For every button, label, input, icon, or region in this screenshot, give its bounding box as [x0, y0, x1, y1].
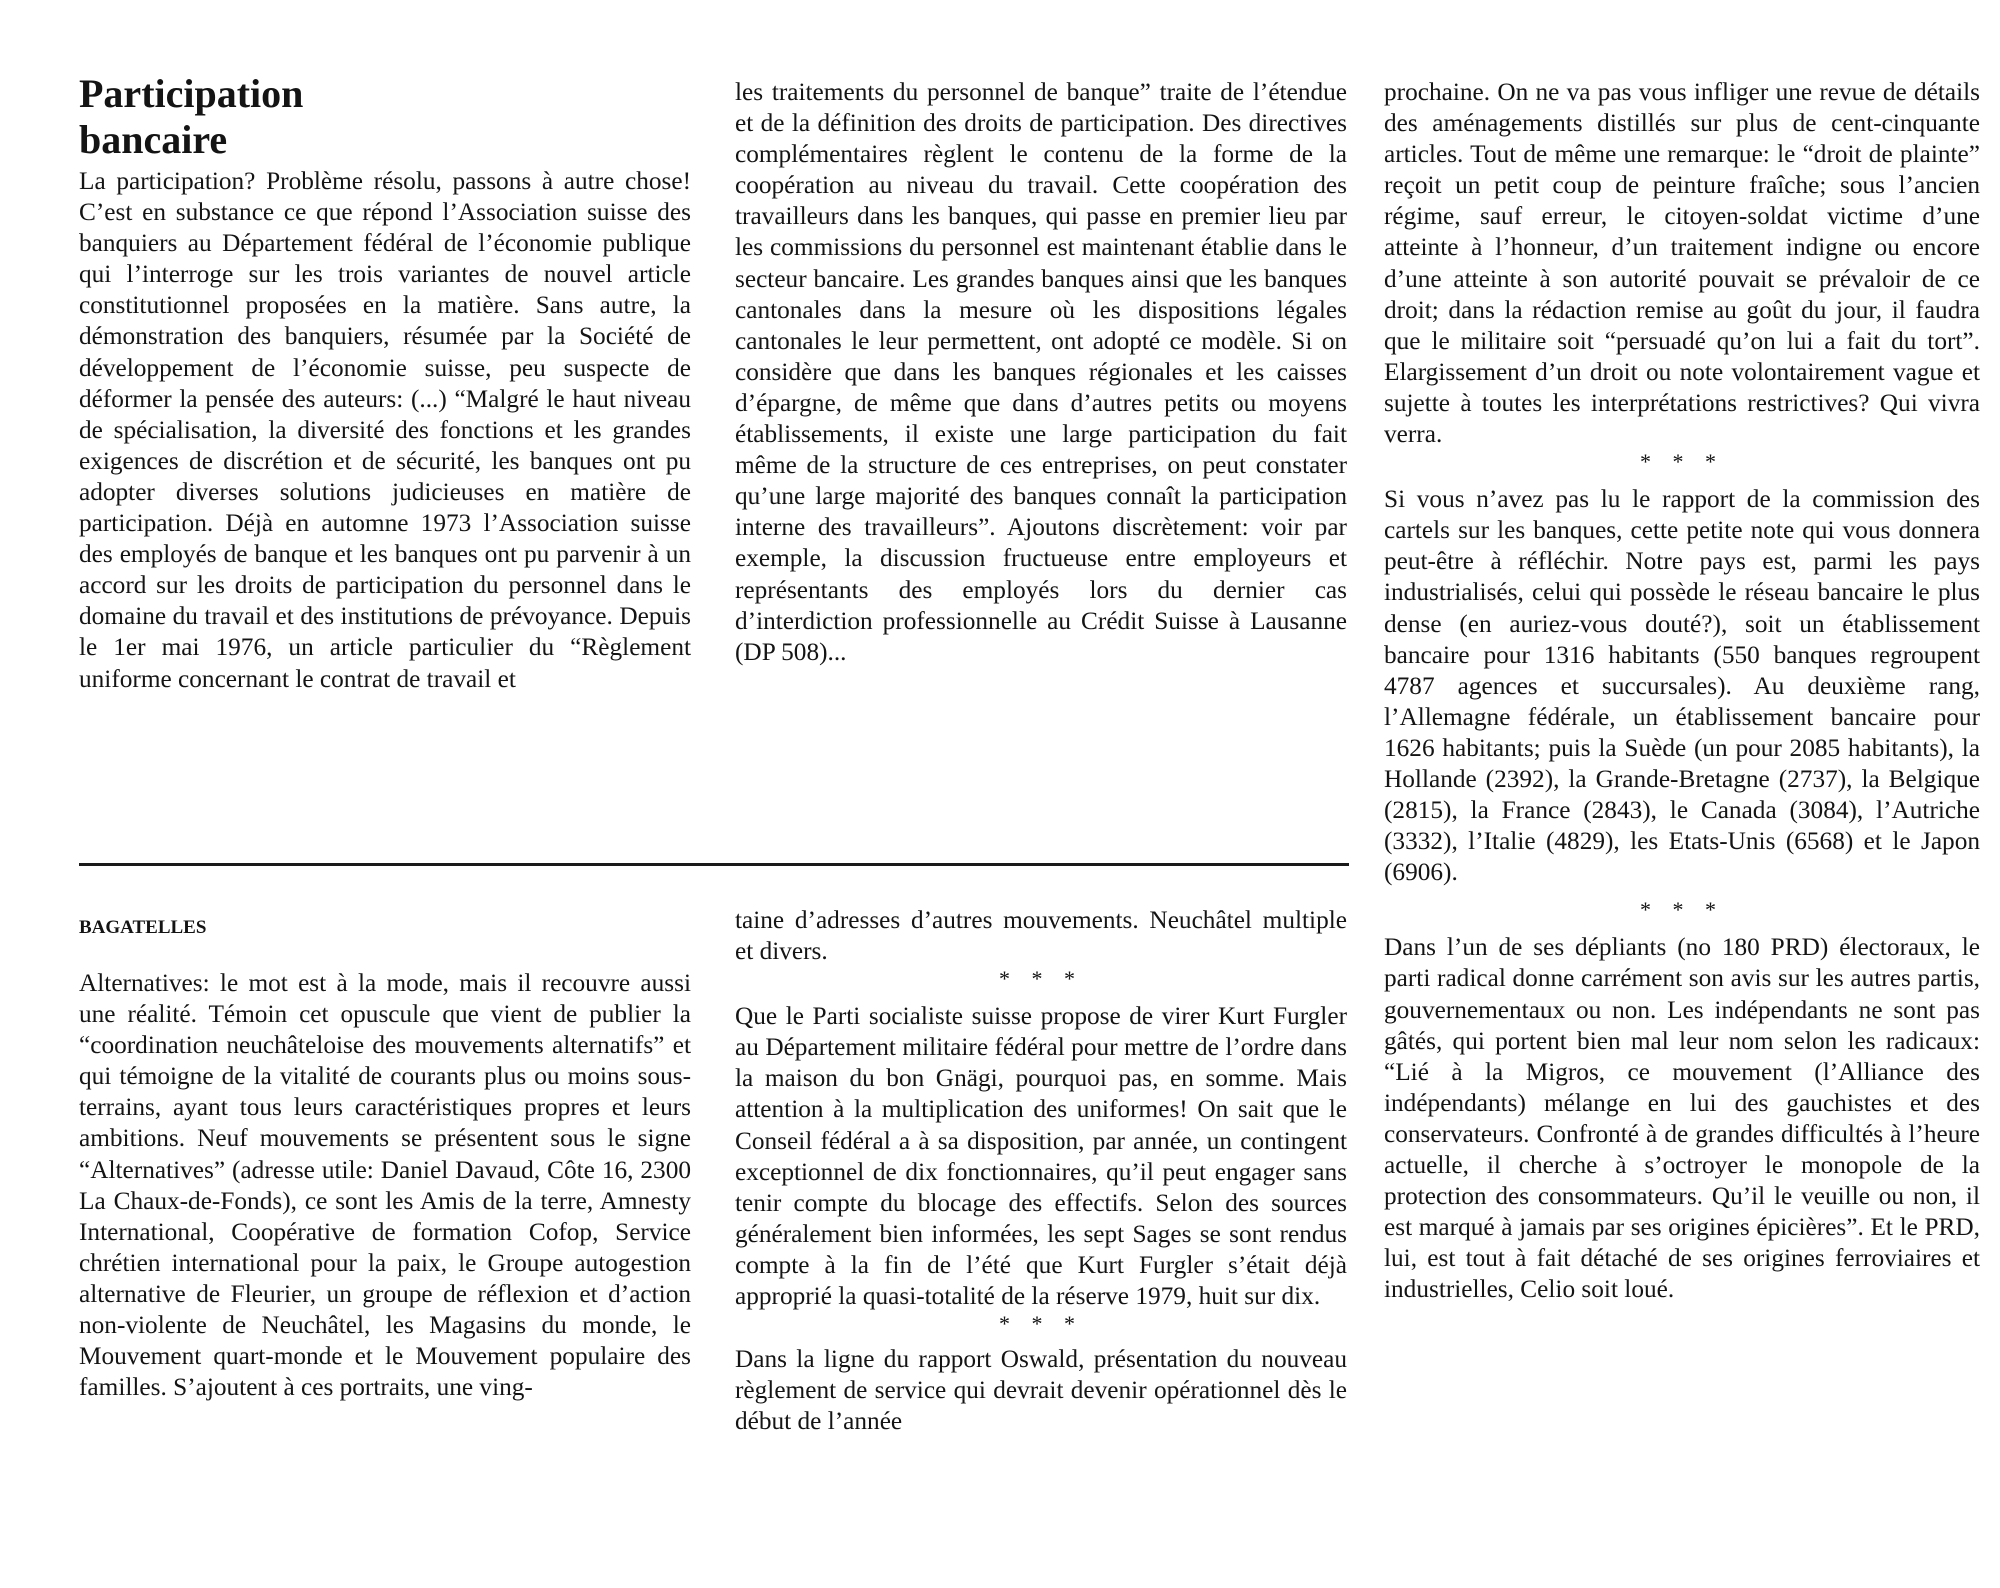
bagatelles-paragraph: Si vous n’avez pas lu le rapport de la commission des cartels sur les banques, cette petite note qui vous donnera peut-être à réfléchir. Notre pays est, parmi les pays industrialisés, celui qui possède le réseau bancaire le plus dense (en auriez-vous douté?), soit un établissement bancaire pour 1316 habitants (550 banques regroupent 4787 agences et succursales). Au deuxième rang, l’Allemagne fédérale, un établissement bancaire pour 1626 habitants; puis la Suède (un pour 2085 habitants), la Hollande (2392), la Grande-Bretagne (2737), la Belgique (2815), la France (2843), le Canada (3084), l’Autriche (3332), l’Italie (4829), les Etats-Unis (6568) et le Japon (6906). — [1384, 485, 1980, 887]
bagatelles-paragraph: taine d’adresses d’autres mouvements. Neuchâtel multiple et divers. — [735, 906, 1347, 966]
bagatelles-paragraph: Que le Parti socialiste suisse propose de virer Kurt Furgler au Département militaire fédéral pour mettre de l’ordre dans la maison du bon Gnägi, pourquoi pas, en somme. Mais attention à la multiplication des uniformes! On sait que le Conseil fédéral a à sa disposition, par année, un contingent exceptionnel de dix fonctionnaires, qu’il peut engager sans tenir compte du blocage des effectifs. Selon des sources généralement bien informées, les sept Sages se sont rendus compte à la fin de l’été que Kurt Furgler s’était déjà approprié la quasi-totalité de la réserve 1979, huit sur dix. — [735, 1002, 1347, 1311]
bagatelles-paragraph: prochaine. On ne va pas vous infliger une revue de détails des aménagements distillés sur plus de cent-cinquante articles. Tout de même une remarque: le “droit de plainte” reçoit un petit coup de peinture fraîche; sous l’ancien régime, sauf erreur, le citoyen-soldat victime d’une atteinte à l’honneur, d’un traitement indigne ou encore d’une atteinte à son autorité pouvait se prévaloir de ce droit; dans la rédaction remise au goût du jour, il faudra que le militaire soit “persuadé qu’on lui a fait du tort”. Elargissement d’un droit ou note volontairement vague et sujette à toutes les interprétations restrictives? Qui vivra verra. — [1384, 78, 1980, 449]
article-column-2 — [735, 77, 1347, 668]
bagatelles-paragraph: Dans la ligne du rapport Oswald, présentation du nouveau règlement de service qui devrait devenir opérationnel dès le début de l’année — [735, 1345, 1347, 1436]
article-title-line-2: bancaire — [79, 117, 228, 162]
article-title — [79, 71, 691, 163]
article-column-1 — [79, 71, 691, 695]
separator: * * * — [1640, 449, 1724, 475]
bagatelles-column-2 — [735, 905, 1347, 1437]
separator: * * * — [999, 1311, 1083, 1337]
bagatelles-column-1 — [79, 916, 691, 1403]
article-paragraph: les traitements du personnel de banque” traite de l’étendue et de la définition des droits de participation. Des directives complémentaires règlent le contenu de la forme de la coopération au niveau du travail. Cette coopération des travailleurs dans les banques, qui passe en premier lieu par les commissions du personnel est maintenant établie dans le secteur bancaire. Les grandes banques ainsi que les banques cantonales dans la mesure où les dispositions légales cantonales le leur permettent, ont adopté ce modèle. Si on considère que dans les banques régionales et les caisses d’épargne, de même que dans d’autres petits ou moyens établissements, il existe une large participation du fait même de la structure de ces entreprises, on peut constater qu’une large majorité des banques connaît la participation interne des travailleurs”. Ajoutons discrètement: voir par exemple, la discussion fructueuse entre employeurs et représentants des employés lors du dernier cas d’interdiction professionnelle au Crédit Suisse à Lausanne (DP 508)... — [735, 78, 1347, 666]
bagatelles-paragraph: Alternatives: le mot est à la mode, mais il recouvre aussi une réalité. Témoin cet opuscule que vient de publier la “coordination neuchâteloise des mouvements alternatifs” et qui témoigne de la vitalité de courants plus ou moins sous-terrains, ayant tous leurs caractéristiques propres et leurs ambitions. Neuf mouvements se présentent sous le signe “Alternatives” (adresse utile: Daniel Davaud, Côte 16, 2300 La Chaux-de-Fonds), ce sont les Amis de la terre, Amnesty International, Coopérative de formation Cofop, Service chrétien international pour la paix, le Groupe autogestion alternative de Fleurier, un groupe de réflexion et d’action non-violente de Neuchâtel, les Magasins du monde, le Mouvement quart-monde et le Mouvement populaire des familles. S’ajoutent à ces portraits, une ving- — [79, 969, 691, 1402]
section-heading: BAGATELLES — [79, 917, 207, 938]
article-title-line-1: Participation — [79, 71, 304, 116]
article-paragraph: La participation? Problème résolu, passons à autre chose! C’est en substance ce que répond l’Association suisse des banquiers au Département fédéral de l’économie publique qui l’interroge sur les trois variantes de nouvel article constitutionnel proposées en la matière. Sans autre, la démonstration des banquiers, résumée par la Société de développement de l’économie suisse, peu suspecte de déformer la pensée des auteurs: (...) “Malgré le haut niveau de spécialisation, la diversité des fonctions et les grandes exigences de discrétion et de sécurité, les banques ont pu adopter diverses solutions judicieuses en matière de participation. Déjà en automne 1973 l’Association suisse des employés de banque et les banques ont pu parvenir à un accord sur les droits de participation du personnel dans le domaine du travail et des institutions de prévoyance. Depuis le 1er mai 1976, un article particulier du “Règlement uniforme concernant le contrat de travail et — [79, 167, 691, 693]
separator: * * * — [999, 966, 1083, 992]
section-divider — [79, 863, 1349, 866]
separator: * * * — [1640, 897, 1724, 923]
bagatelles-paragraph: Dans l’un de ses dépliants (no 180 PRD) électoraux, le parti radical donne carrément son avis sur les autres partis, gouvernementaux ou non. Les indépendants ne sont pas gâtés, qui portent bien mal leur nom selon les radicaux: “Lié à la Migros, ce mouvement (l’Alliance des indépendants) mélange en lui des gauchistes et des conservateurs. Confronté à de grandes difficultés à l’heure actuelle, il cherche à s’octroyer le monopole de la protection des consommateurs. Qu’il le veuille ou non, il est marqué à jamais par ses origines épicières”. Et le PRD, lui, est tout à fait détaché de ses origines ferroviaires et industrielles, Celio soit loué. — [1384, 933, 1980, 1304]
bagatelles-column-3 — [1384, 77, 1980, 1305]
